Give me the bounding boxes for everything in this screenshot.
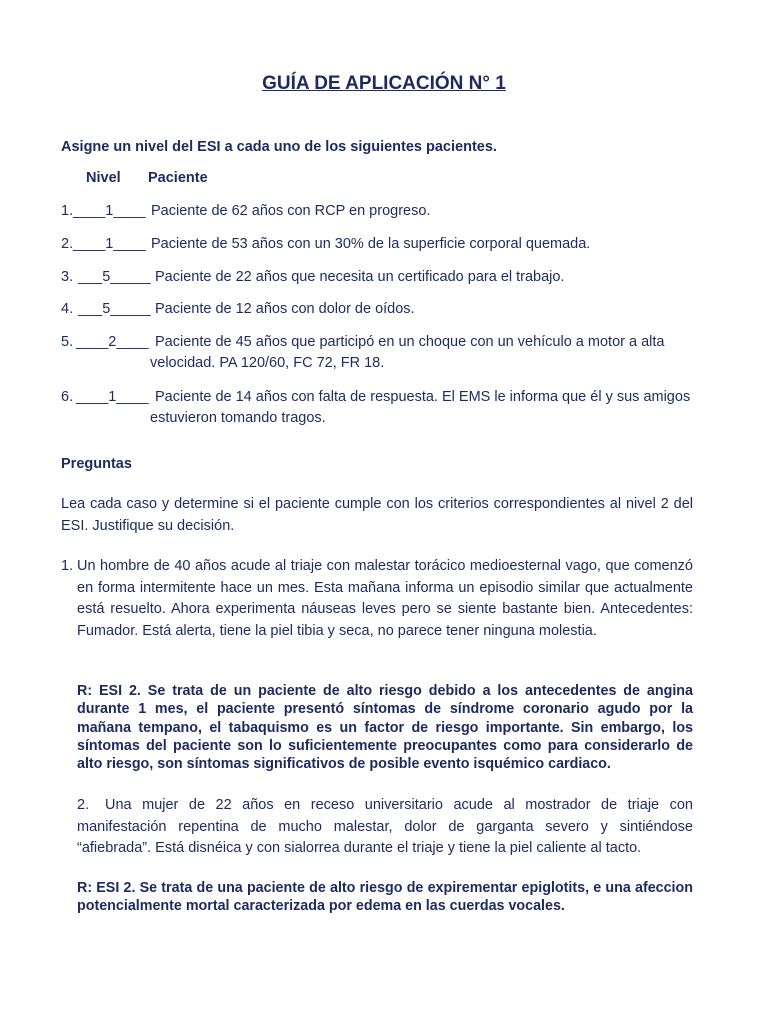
- page-title: GUÍA DE APLICACIÓN N° 1: [262, 73, 506, 94]
- question-text: Un hombre de 40 años acude al triaje con malestar torácico medioesternal vago, que comenzó en forma intermitente hace un mes. Esta mañana informa un episodio similar que actualmente está resuelto. Ahora experimenta náuseas leves pero se siente bastante bien. Antecedentes: Fumador. Está alerta, tiene la piel tibia y seca, no parece tener ninguna molestia.: [77, 558, 693, 639]
- patient-description: Paciente de 53 años con un 30% de la superficie corporal quemada.: [151, 236, 591, 252]
- esi-level-blank: ____1____: [76, 389, 149, 405]
- item-number: 3.: [61, 269, 74, 285]
- question-text: Una mujer de 22 años en receso universitario acude al mostrador de triaje con manifestación repentina de mucho malestar, dolor de garganta severo y sintiéndose “afiebrada”. Está disnéica y con sialorrea durante el triaje y tiene la piel caliente al tacto.: [77, 797, 693, 856]
- esi-level-blank: ____2____: [76, 334, 149, 350]
- patient-description-cont: estuvieron tomando tragos.: [150, 410, 326, 426]
- patient-description-cont: velocidad. PA 120/60, FC 72, FR 18.: [150, 355, 385, 371]
- item-number: 6.: [61, 389, 74, 405]
- column-header-paciente: Paciente: [148, 170, 208, 186]
- questions-heading: Preguntas: [61, 456, 132, 472]
- esi-level-blank: ____1____: [73, 203, 146, 219]
- question-number: 1.: [61, 558, 74, 574]
- esi-level-blank: ___5_____: [78, 301, 151, 317]
- answer-text: R: ESI 2. Se trata de un paciente de alto riesgo debido a los antecedentes de angina durante 1 mes, el paciente presentó síntomas de síndrome coronario agudo por la mañana tempano, el tabaquismo es un factor de riesgo importante. Sin embargo, los síntomas del paciente son lo suficientemente preocupantes como para considerarlo de alto riesgo, son síntomas significativos de posible evento isquémico cardiaco.: [77, 683, 693, 773]
- question-number: 2.: [77, 797, 90, 813]
- patient-description: Paciente de 12 años con dolor de oídos.: [155, 301, 415, 317]
- patient-description: Paciente de 14 años con falta de respuesta. El EMS le informa que él y sus amigos: [155, 389, 691, 405]
- patient-description: Paciente de 62 años con RCP en progreso.: [151, 203, 431, 219]
- column-header-nivel: Nivel: [86, 170, 121, 186]
- item-number: 1.: [61, 203, 74, 219]
- questions-intro: Lea cada caso y determine si el paciente cumple con los criterios correspondientes al nivel 2 del ESI. Justifique su decisión.: [61, 496, 693, 534]
- item-number: 2.: [61, 236, 74, 252]
- patient-description: Paciente de 22 años que necesita un certificado para el trabajo.: [155, 269, 565, 285]
- instruction-text: Asigne un nivel del ESI a cada uno de los siguientes pacientes.: [61, 139, 497, 155]
- item-number: 5.: [61, 334, 74, 350]
- patient-description: Paciente de 45 años que participó en un choque con un vehículo a motor a alta: [155, 334, 665, 350]
- esi-level-blank: ___5_____: [78, 269, 151, 285]
- answer-text: R: ESI 2. Se trata de una paciente de alto riesgo de expirementar epiglotits, e una afeccion potencialmente mortal caracterizada por edema en las cuerdas vocales.: [77, 880, 693, 915]
- item-number: 4.: [61, 301, 74, 317]
- esi-level-blank: ____1____: [73, 236, 146, 252]
